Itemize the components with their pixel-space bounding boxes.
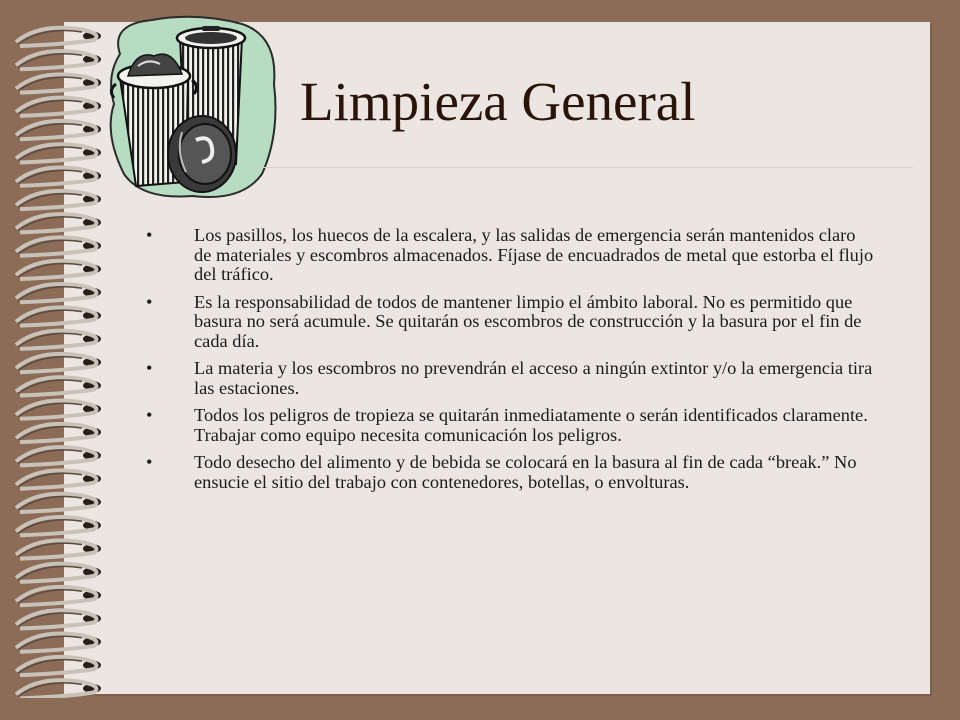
binding-ring (16, 214, 101, 232)
binding-ring (16, 261, 101, 279)
bullet-text: Todos los peligros de tropieza se quitarán inmediatamente o serán identificados claramente. Trabajar como equipo necesita comunicación los peligros. (194, 405, 868, 445)
binding-ring (16, 377, 101, 395)
bullet-text: Es la responsabilidad de todos de mantener limpio el ámbito laboral. No es permitido que basura no será acumule. Se quitarán os escombros de construcción y la basura por el fin de cada día. (194, 291, 862, 351)
title-divider (250, 167, 913, 168)
bullet-marker: • (146, 291, 153, 312)
binding-ring (16, 98, 101, 116)
binding-ring (16, 447, 101, 465)
binding-ring (16, 331, 101, 349)
binding-ring (16, 401, 101, 419)
binding-ring (16, 494, 101, 512)
binding-ring (16, 517, 101, 535)
binding-ring (16, 237, 101, 255)
slide-title: Limpieza General (300, 71, 696, 132)
bullet-list (146, 226, 876, 500)
binding-ring (16, 634, 101, 652)
binding-ring (16, 540, 101, 558)
bullet-marker: • (146, 358, 153, 378)
binding-ring (16, 51, 101, 69)
binding-ring (16, 424, 101, 442)
binding-ring (16, 680, 101, 698)
binding-ring (16, 168, 101, 186)
spiral-binding-icon (10, 18, 110, 698)
bullet-text: La materia y los escombros no prevendrán el acceso a ningún extintor y/o la emergencia tira las estaciones. (194, 358, 873, 398)
bullet-marker: • (146, 405, 153, 425)
binding-ring (16, 307, 101, 325)
trash-cans-clipart-icon (102, 14, 282, 199)
binding-ring (16, 191, 101, 209)
binding-ring (16, 284, 101, 302)
binding-ring (16, 470, 101, 488)
binding-ring (16, 28, 101, 46)
binding-ring (16, 610, 101, 628)
bullet-item (146, 406, 876, 445)
bullet-item (146, 226, 876, 285)
binding-ring (16, 354, 101, 372)
binding-ring (16, 74, 101, 92)
binding-ring (16, 657, 101, 675)
binding-ring (16, 587, 101, 605)
bullet-text: Todo desecho del alimento y de bebida se colocará en la basura al fin de cada “break.” No ensucie el sitio del trabajo con contenedores, botellas, o envolturas. (194, 452, 857, 492)
bullet-marker: • (146, 452, 153, 472)
bullet-text: Los pasillos, los huecos de la escalera, y las salidas de emergencia serán mantenidos claro de materiales y escombros almacenados. Fíjase de encuadrados de metal que estorba el flujo del tráfico. (194, 225, 874, 284)
bullet-item (146, 293, 876, 352)
binding-ring (16, 121, 101, 139)
bullet-item (146, 453, 876, 492)
binding-ring (16, 564, 101, 582)
bullet-item (146, 359, 876, 398)
binding-ring (16, 144, 101, 162)
bullet-marker: • (146, 225, 153, 245)
